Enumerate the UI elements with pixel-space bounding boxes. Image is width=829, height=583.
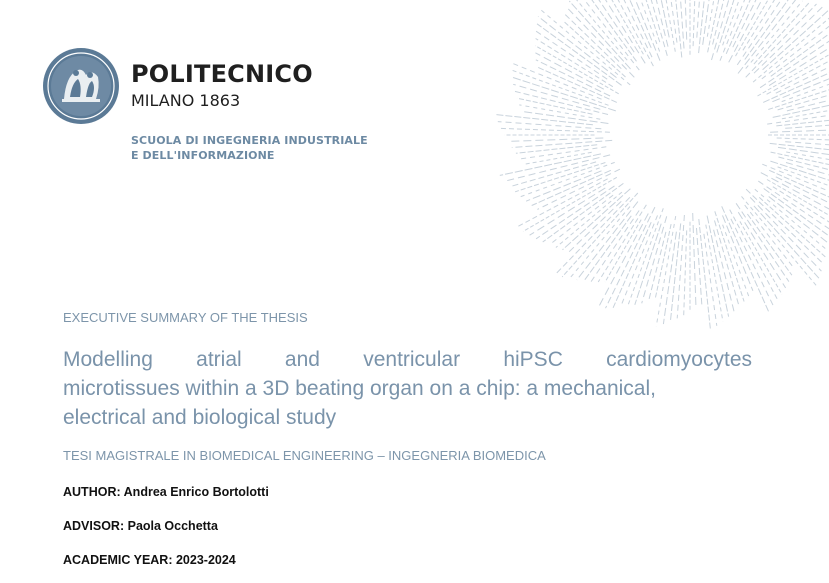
- academic-year-row: [63, 553, 236, 567]
- sunburst-ray: [683, 0, 686, 40]
- sunburst-ray: [565, 15, 621, 69]
- sunburst-ray: [713, 0, 736, 45]
- author-row: [63, 485, 269, 499]
- thesis-title-line-3: electrical and biological study: [63, 406, 337, 429]
- thesis-title: [63, 345, 752, 432]
- sunburst-ray: [693, 213, 696, 308]
- sunburst-ray: [769, 170, 829, 208]
- sunburst-ray: [785, 142, 829, 148]
- sunburst-ray: [591, 211, 639, 282]
- sunburst-ray: [606, 207, 655, 308]
- sunburst-ray: [773, 187, 829, 238]
- sunburst-ray: [512, 140, 612, 147]
- sunburst-ray: [786, 163, 829, 190]
- sunburst-ray: [505, 155, 610, 181]
- advisor-label: ADVISOR:: [63, 519, 125, 533]
- advisor-name: Paola Occhetta: [127, 519, 218, 533]
- thesis-title-line-2: microtissues within a 3D beating organ on a chip: a mechanical,: [63, 377, 656, 400]
- institution-subtitle: MILANO 1863: [131, 91, 241, 110]
- sunburst-ray: [517, 179, 608, 227]
- institution-name: POLITECNICO: [131, 60, 313, 88]
- thesis-title-line-1: Modelling atrial and ventricular hiPSC cardiomyocytes: [63, 348, 752, 371]
- sunburst-ray: [515, 91, 608, 114]
- sunburst-ray: [746, 4, 817, 77]
- sunburst-ray: [740, 221, 782, 294]
- sunburst-ray: [738, 212, 785, 288]
- school-name-line-1: SCUOLA DI INGEGNERIA INDUSTRIALE: [131, 134, 368, 147]
- sunburst-ray: [723, 215, 753, 290]
- section-label: EXECUTIVE SUMMARY OF THE THESIS: [63, 310, 308, 325]
- sunburst-ray: [665, 0, 677, 43]
- author-name: Andrea Enrico Bortolotti: [123, 485, 269, 499]
- sunburst-ray: [736, 0, 784, 56]
- sunburst-ray: [536, 186, 614, 239]
- degree-line: TESI MAGISTRALE IN BIOMEDICAL ENGINEERING – INGEGNERIA BIOMEDICA: [63, 448, 546, 463]
- sunburst-ray: [578, 0, 637, 61]
- politecnico-seal-logo: [42, 47, 120, 125]
- sunburst-ray: [495, 115, 593, 125]
- sunburst-ray: [731, 219, 774, 307]
- sunburst-ray: [769, 41, 829, 85]
- sunburst-ray: [742, 196, 817, 285]
- sunburst-ray: [771, 35, 828, 76]
- sunburst-ray: [699, 0, 709, 53]
- sunburst-ray: [770, 143, 829, 153]
- sunburst-ray: [720, 0, 755, 61]
- sunburst-ray: [525, 152, 592, 164]
- sunburst-ray: [508, 138, 603, 141]
- sunburst-ray: [737, 0, 798, 65]
- advisor-row: [63, 519, 218, 533]
- sunburst-ray: [523, 177, 617, 231]
- sunburst-ray: [785, 121, 829, 128]
- sunburst-ray: [777, 138, 829, 141]
- sunburst-ray: [776, 177, 829, 216]
- sunburst-ray: [567, 8, 634, 78]
- sunburst-ray: [714, 230, 735, 312]
- sunburst-ray: [750, 197, 821, 271]
- sunburst-ray: [636, 0, 667, 56]
- author-label: AUTHOR:: [63, 485, 121, 499]
- academic-year-label: ACADEMIC YEAR:: [63, 553, 173, 567]
- sunburst-ray: [745, 205, 795, 269]
- sunburst-ray: [555, 197, 630, 275]
- sunburst-ray: [723, 225, 749, 297]
- sunburst-ray: [693, 0, 696, 46]
- sunburst-ray: [677, 215, 684, 318]
- sunburst-ray: [631, 0, 660, 42]
- sunburst-ray: [764, 189, 829, 236]
- sunburst-ray: [738, 0, 796, 73]
- sunburst-ray: [684, 230, 687, 315]
- sunburst-ray: [671, 0, 682, 57]
- sunburst-ray: [513, 84, 600, 109]
- sunburst-ray: [763, 8, 829, 69]
- sunburst-ray: [536, 39, 613, 87]
- school-name-line-2: E DELL'INFORMAZIONE: [131, 149, 275, 162]
- sunburst-ray: [498, 122, 602, 129]
- academic-year-value: 2023-2024: [175, 553, 236, 567]
- sunburst-ray: [703, 0, 715, 45]
- sunburst-ray: [537, 67, 617, 103]
- sunburst-ray: [763, 57, 829, 102]
- sunburst-ray: [598, 205, 646, 282]
- sunburst-ray: [770, 129, 829, 132]
- sunburst-ray: [663, 232, 676, 324]
- sunburst-ray: [635, 224, 661, 305]
- sunburst-ray: [501, 128, 610, 132]
